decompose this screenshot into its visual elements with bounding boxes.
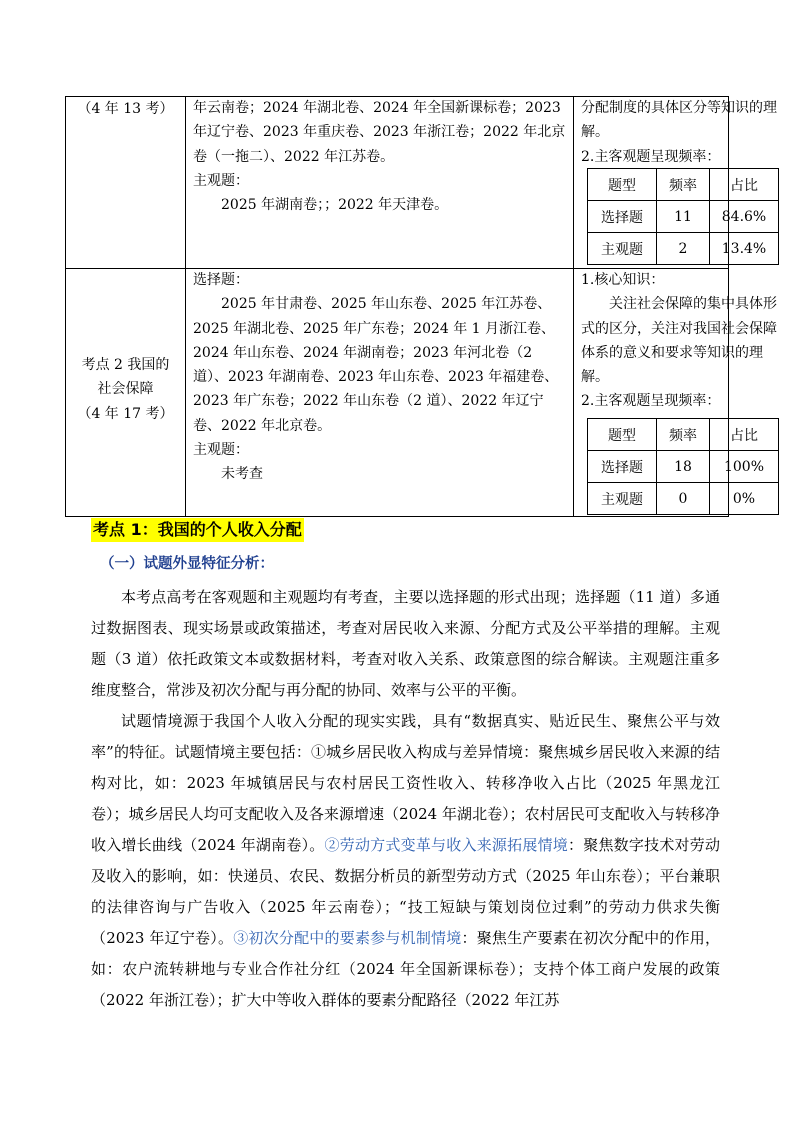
topic-label-cell (66, 269, 186, 516)
table-cell: 主观题 (588, 233, 657, 265)
choice-exam-list: 2025 年甘肃卷、2025 年山东卷、2025 年江苏卷、2025 年湖北卷、2025 年广东卷；2024 年 1 月浙江卷、2024 年山东卷、2024 年湖南卷；2023 年河北卷（2 道）、2023 年湖南卷、2023 年山东卷、2023 年福建卷、2023 年广东卷；2022 年山东卷（2 道）、2022 年辽宁卷、2022 年北京卷。 (193, 296, 559, 434)
header-cell: 频率 (657, 169, 710, 201)
paragraph-text: ：聚焦生产要素在初次分配中的作用，如：农户流转耕地与专业合作社分红（2024 年全国新课标卷）；支持个体工商户发展的政策（2022 年浙江卷）；扩大中等收入群体的要素分配路径（2022 年江苏 (91, 929, 720, 1009)
subjective-label: 主观题： (193, 442, 249, 459)
table-row (66, 269, 777, 516)
paragraph: 本考点高考在客观题和主观题均有考查，主要以选择题的形式出现；选择题（11 道）多通过数据图表、现实场景或政策描述，考查对居民收入来源、分配方式及公平举措的理解。主观题（3 道）依托政策文本或数据材料，考查对收入关系、政策意图的综合解读。主观题注重多维度整合，常涉及初次分配与再分配的协同、效率与公平的平衡。 (91, 588, 720, 699)
topic-name-line1: 考点 2 我国的 (81, 357, 170, 373)
table-row (588, 233, 779, 265)
table-row (588, 169, 779, 201)
header-cell: 占比 (710, 419, 779, 451)
table-cell: 2 (657, 233, 710, 265)
knowledge-text: 关注社会保障的集中具体形式的区分，关注对我国社会保障体系的意义和要求等知识的理解。 (581, 296, 777, 386)
table-row (66, 97, 777, 269)
header-cell: 频率 (657, 419, 710, 451)
header-cell: 题型 (588, 169, 657, 201)
highlight-situation-2: ②劳动方式变革与收入来源拓展情境 (324, 836, 569, 854)
table-cell: 13.4% (710, 233, 779, 265)
paragraph-text: ：聚焦数字技术对劳动及收入的影响，如：快递员、农民、数据分析员的新型劳动方式（2025 年山东卷）；平台兼职的法律咨询与广告收入（2025 年云南卷）；“技工短缺与策划岗位过剩”的劳动力供求失衡（2023 年辽宁卷）。 (91, 836, 720, 947)
section-title: 考点 1：我国的个人收入分配 (91, 518, 304, 542)
topic-name-line2: 社会保障 (97, 381, 154, 398)
choice-exam-list: 年云南卷；2024 年湖北卷、2024 年全国新课标卷；2023 年辽宁卷、2023 年重庆卷、2023 年浙江卷；2022 年北京卷（一拖二）、2022 年江苏卷。 (193, 100, 566, 165)
exam-list-cell (185, 269, 574, 516)
table-cell: 84.6% (710, 201, 779, 233)
exam-analysis-table (65, 96, 777, 517)
frequency-label: 2.主客观题呈现频率： (581, 393, 721, 410)
table-row (588, 419, 779, 451)
table-cell: 0 (657, 483, 710, 515)
highlight-situation-3: ③初次分配中的要素参与机制情境 (233, 929, 462, 947)
topic-label-cell (66, 97, 186, 268)
topic-count-label: （4 年 17 考） (77, 405, 174, 422)
paragraph-text: 试题情境源于我国个人收入分配的现实实践，具有“数据真实、贴近民生、聚焦公平与效率”的特征。试题情境主要包括：①城乡居民收入构成与差异情境：聚焦城乡居民收入来源的结构对比，如：2023 年城镇居民与农村居民工资性收入、转移净收入占比（2025 年黑龙江卷）；城乡居民人均可支配收入及各来源增速（2024 年湖北卷）；农村居民可支配收入与转移净收入增长曲线（2024 年湖南卷）。 (91, 712, 720, 854)
table-row (588, 451, 779, 483)
table-cell: 100% (710, 451, 779, 483)
knowledge-cell (573, 269, 777, 516)
header-cell: 题型 (588, 419, 657, 451)
knowledge-text: 分配制度的具体区分等知识的理解。 (581, 100, 777, 141)
subjective-exam-list: 2025 年湖南卷；；2022 年天津卷。 (221, 197, 449, 214)
knowledge-cell (573, 97, 777, 268)
subjective-label: 主观题： (193, 172, 249, 189)
choice-label: 选择题： (193, 272, 249, 288)
frequency-table (587, 168, 779, 265)
frequency-label: 2.主客观题呈现频率： (581, 148, 721, 165)
exam-list-cell (185, 97, 574, 268)
table-cell: 11 (657, 201, 710, 233)
section-subtitle: （一）试题外显特征分析： (100, 556, 274, 572)
table-cell: 0% (710, 483, 779, 515)
paragraph (91, 706, 720, 1016)
header-cell: 占比 (710, 169, 779, 201)
frequency-table (587, 418, 779, 515)
table-cell: 18 (657, 451, 710, 483)
topic-count-label: （4 年 13 考） (77, 101, 174, 117)
knowledge-label: 1.核心知识： (581, 272, 665, 288)
table-row (588, 483, 779, 515)
table-row (588, 201, 779, 233)
subjective-exam-list: 未考查 (221, 466, 263, 483)
topic-label (66, 353, 185, 426)
table-cell: 主观题 (588, 483, 657, 515)
body-text (91, 582, 720, 1016)
table-cell: 选择题 (588, 201, 657, 233)
table-cell: 选择题 (588, 451, 657, 483)
